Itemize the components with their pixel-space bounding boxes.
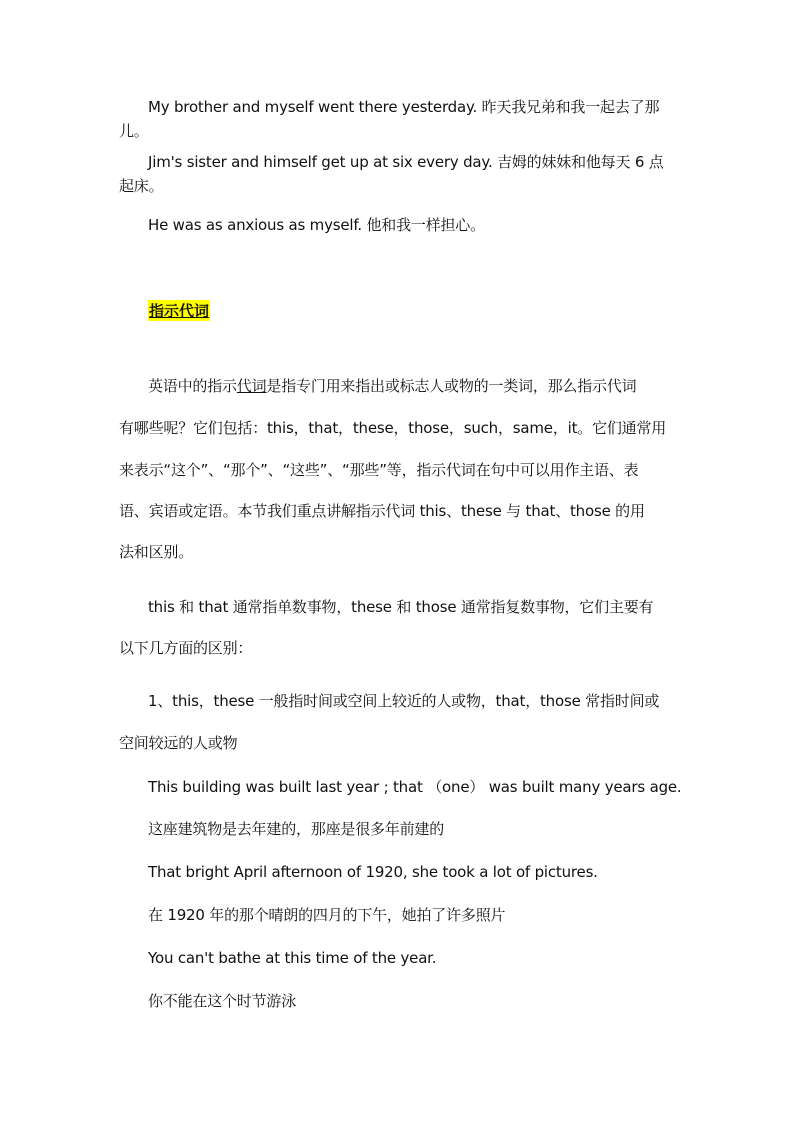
intro-line: 来表示“这个”、“那个”、“这些”、“那些”等，指示代词在句中可以用作主语、表: [119, 461, 639, 479]
example-line: You can't bathe at this time of the year.: [148, 949, 437, 967]
intro-line: 法和区别。: [119, 543, 194, 561]
example-translation: 在 1920 年的那个晴朗的四月的下午，她拍了许多照片: [148, 906, 506, 924]
intro-text: 英语中的指示: [148, 377, 237, 395]
paragraph-line: this 和 that 通常指单数事物，these 和 those 通常指复数事物，它们主要有: [148, 598, 654, 616]
example-line: 起床。: [119, 177, 164, 195]
intro-line: [148, 375, 708, 396]
intro-text: 是指专门用来指出或标志人或物的一类词，那么指示代词: [266, 377, 637, 395]
example-line: He was as anxious as myself. 他和我一样担心。: [148, 216, 485, 234]
example-line: This building was built last year ; that （one） was built many years age.: [148, 778, 682, 796]
section-heading: 指示代词: [149, 302, 210, 320]
example-line: My brother and myself went there yesterday. 昨天我兄弟和我一起去了那: [148, 98, 660, 116]
pronoun-link[interactable]: 代词: [236, 377, 267, 395]
example-line: 儿。: [119, 122, 149, 140]
paragraph-line: 以下几方面的区别：: [119, 639, 253, 657]
intro-line: 有哪些呢？它们包括：this，that，these，those，such，same，it。它们通常用: [119, 419, 667, 437]
intro-line: 语、宾语或定语。本节我们重点讲解指示代词 this、these 与 that、those 的用: [119, 502, 645, 520]
point-line: 1、this，these 一般指时间或空间上较近的人或物，that，those 常指时间或: [148, 692, 660, 710]
example-translation: 你不能在这个时节游泳: [148, 992, 297, 1010]
example-translation: 这座建筑物是去年建的，那座是很多年前建的: [148, 820, 445, 838]
example-line: That bright April afternoon of 1920, she took a lot of pictures.: [148, 863, 598, 881]
example-line: Jim's sister and himself get up at six every day. 吉姆的妹妹和他每天 6 点: [148, 153, 664, 171]
point-line: 空间较远的人或物: [119, 734, 238, 752]
